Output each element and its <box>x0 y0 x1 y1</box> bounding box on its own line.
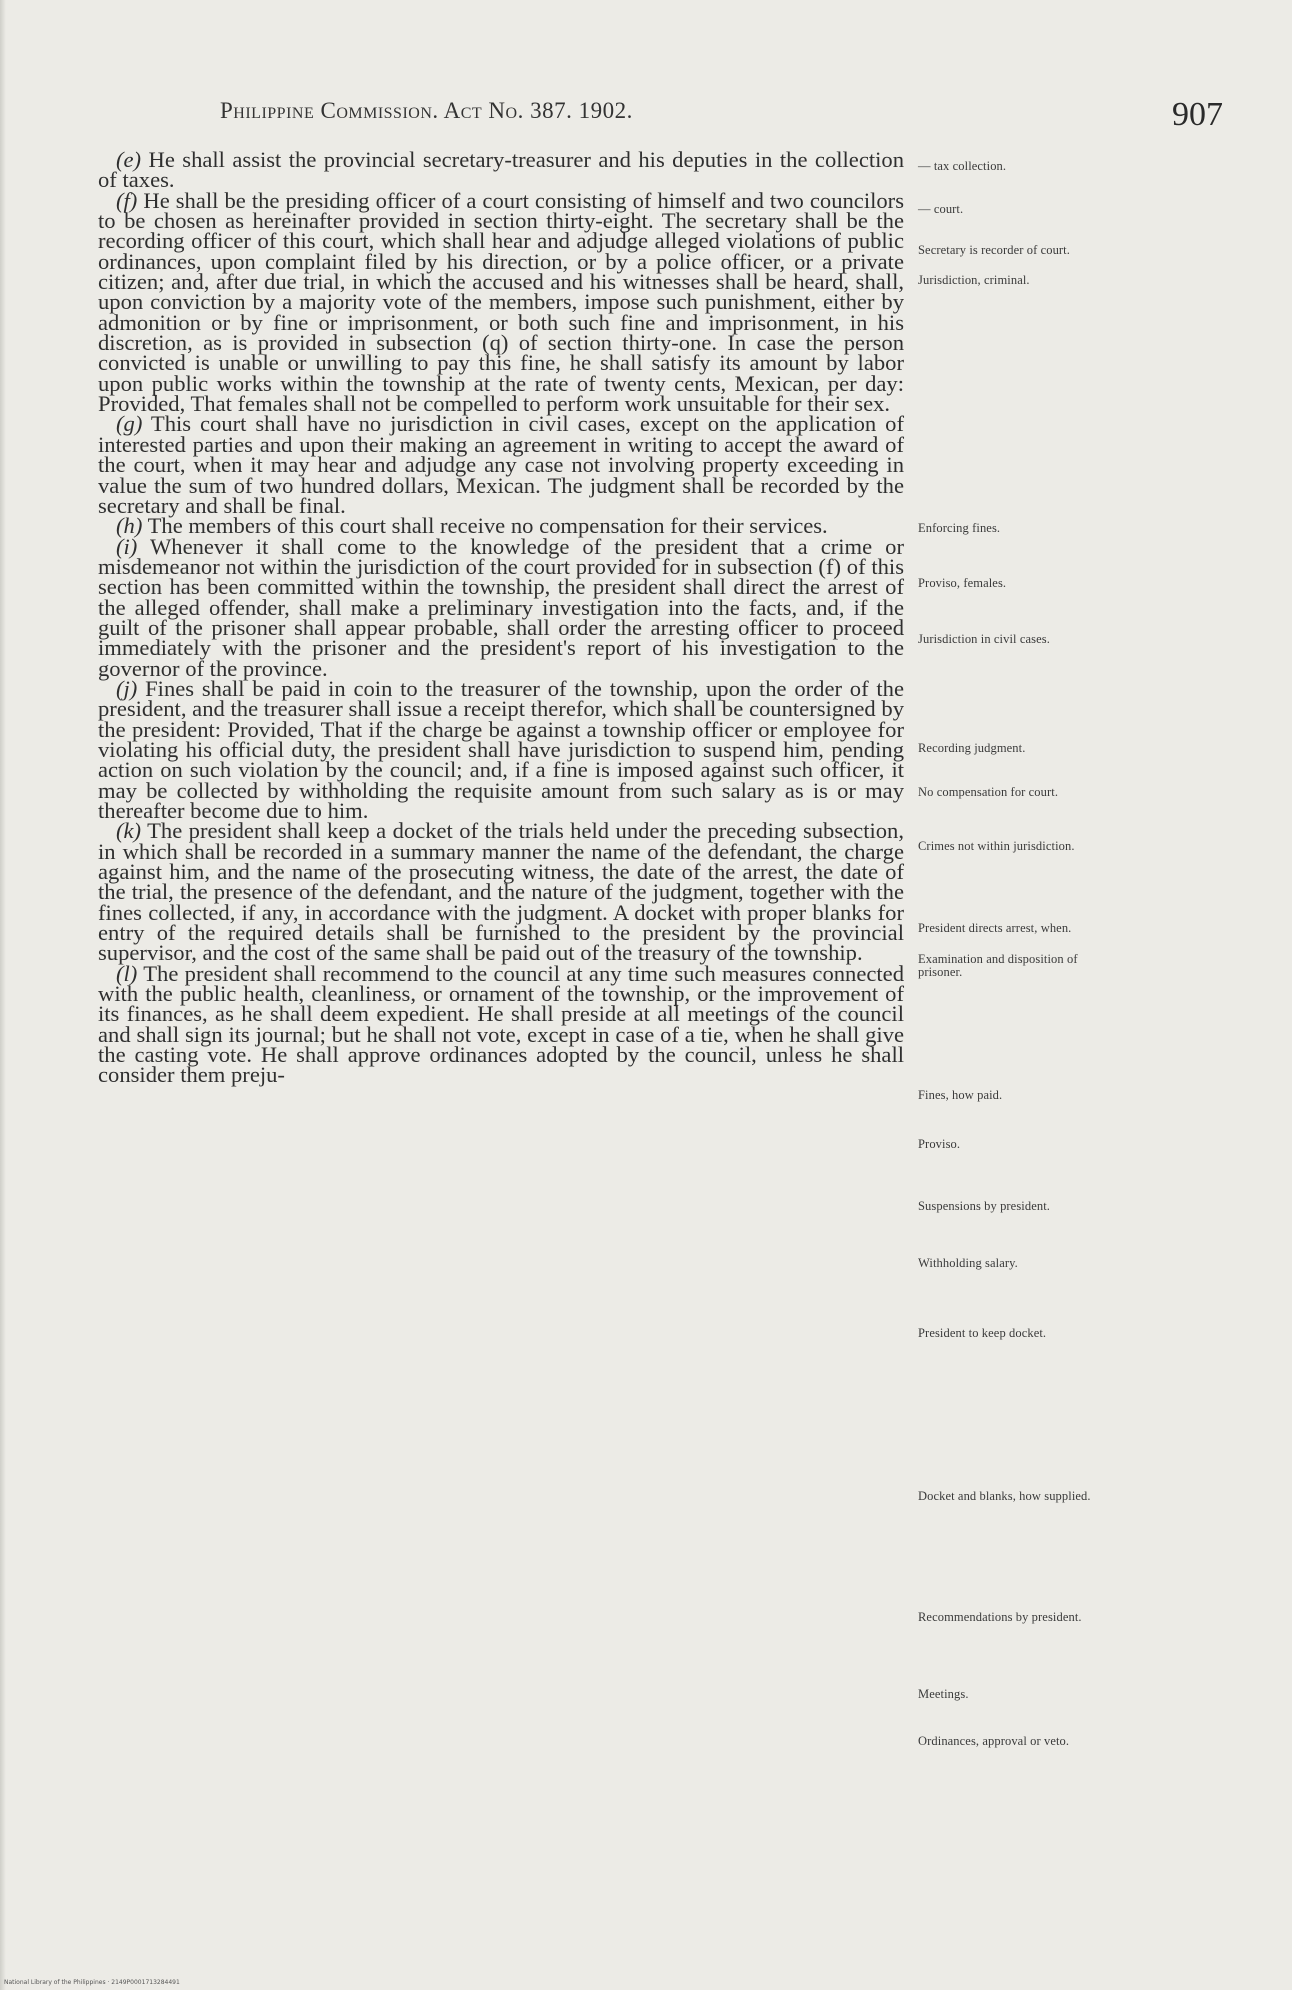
paragraph-label: (l) <box>116 960 138 986</box>
paragraph-text: The president shall recommend to the council at any time such measures connected with the public health, cleanliness, or ornament of the township, or the improvement of its finances, as he shall deem expedient. He shall preside at all meetings of the council and shall sign its journal; but he shall not vote, except in case of a tie, when he shall give the casting vote. He shall approve ordinances adopted by the council, unless he shall consider them preju- <box>98 960 904 1088</box>
marginal-note-president-directs-arrest: President directs arrest, when. <box>918 921 1072 935</box>
marginal-note-withholding-salary: Withholding salary. <box>918 1256 1018 1270</box>
marginal-note-crimes-not-within: Crimes not within jurisdiction. <box>918 839 1075 853</box>
paragraph-f <box>98 187 904 417</box>
marginal-note-tax-collection: — tax collection. <box>918 159 1007 173</box>
paragraph-label: (k) <box>116 818 142 844</box>
marginal-note-secretary-recorder: Secretary is recorder of court. <box>918 243 1070 257</box>
paragraph-label: (i) <box>116 533 138 559</box>
marginal-note-court: — court. <box>918 202 964 216</box>
marginal-note-ordinances: Ordinances, approval or veto. <box>918 1734 1070 1748</box>
marginal-note-recording-judgment: Recording judgment. <box>918 741 1026 755</box>
paragraph-e <box>98 147 904 193</box>
scan-edge <box>0 0 6 1990</box>
marginal-note-proviso-females: Proviso, females. <box>918 576 1007 590</box>
paragraph-label: (j) <box>116 675 138 701</box>
marginal-note-examination-prisoner: Examination and disposition of prisoner. <box>918 952 1078 979</box>
paragraph-j <box>98 675 904 823</box>
paragraph-i <box>98 533 904 681</box>
scan-footer: National Library of the Philippines · 2149P0001713284491 <box>4 1979 180 1986</box>
paragraph-text: Fines shall be paid in coin to the treasurer of the township, upon the order of the president, and the treasurer shall issue a receipt therefor, which shall be countersigned by the president: Provided, That if the charge be against a township officer or employee for violating his official duty, the president shall have jurisdiction to suspend him, pending action on such violation by the council; and, if a fine is imposed against such officer, it may be collected by withholding the requisite amount from such salary as is or may thereafter become due to him. <box>98 675 904 823</box>
paragraph-label: (e) <box>116 147 142 172</box>
paragraph-k <box>98 818 904 966</box>
marginal-note-enforcing-fines: Enforcing fines. <box>918 521 1001 535</box>
marginal-note-proviso: Proviso. <box>918 1137 961 1151</box>
paragraph-text: He shall assist the provincial secretary-treasurer and his deputies in the collection of taxes. <box>98 147 904 193</box>
marginal-note-docket-blanks: Docket and blanks, how supplied. <box>918 1489 1091 1503</box>
paragraph-text: This court shall have no jurisdiction in civil cases, except on the application of interested parties and upon their making an agreement in writing to accept the award of the court, when it may hear and adjudge any case not involving property exceeding in value the sum of two hundred dollars, Mexican. The judgment shall be recorded by the secretary and shall be final. <box>98 411 904 518</box>
body-text <box>98 147 904 1088</box>
marginal-note-recommendations: Recommendations by president. <box>918 1610 1082 1624</box>
marginal-note-jurisdiction-civil: Jurisdiction in civil cases. <box>918 632 1050 646</box>
page-number: 907 <box>1172 96 1223 133</box>
marginal-note-meetings: Meetings. <box>918 1687 969 1701</box>
paragraph-text: Whenever it shall come to the knowledge of the president that a crime or misdemeanor not within the jurisdiction of the court provided for in subsection (f) of this section has been committed within the township, the president shall direct the arrest of the alleged offender, shall make a preliminary investigation into the facts, and, if the guilt of the prisoner shall appear probable, shall order the arresting officer to proceed immediately with the prisoner and the president's report of his investigation to the governor of the province. <box>98 533 904 681</box>
paragraph-label: (h) <box>116 513 143 539</box>
marginal-note-fines-how-paid: Fines, how paid. <box>918 1088 1003 1102</box>
paragraph-text: The president shall keep a docket of the trials held under the preceding subsection, in which shall be recorded in a summary manner the name of the defendant, the charge against him, and the name of the prosecuting witness, the date of the arrest, the date of the trial, the presence of the defendant, and the nature of the judgment, together with the fines collected, if any, in accordance with the judgment. A docket with proper blanks for entry of the required details shall be furnished to the president by the provincial supervisor, and the cost of the same shall be paid out of the treasury of the township. <box>98 818 904 966</box>
marginal-note-no-compensation: No compensation for court. <box>918 785 1059 799</box>
running-title: Philippine Commission. Act No. 387. 1902. <box>220 98 633 123</box>
marginal-note-suspensions: Suspensions by president. <box>918 1199 1051 1213</box>
paragraph-l <box>98 960 904 1088</box>
paragraph-label: (f) <box>116 187 138 213</box>
paragraph-label: (g) <box>116 411 143 437</box>
paragraph-g <box>98 411 904 518</box>
marginal-note-president-docket: President to keep docket. <box>918 1326 1047 1340</box>
marginal-note-jurisdiction-criminal: Jurisdiction, criminal. <box>918 273 1030 287</box>
paragraph-text: The members of this court shall receive no compensation for their services. <box>142 513 828 539</box>
paragraph-text: He shall be the presiding officer of a court consisting of himself and two councilors to be chosen as hereinafter provided in section thirty-eight. The secretary shall be the recording officer of this court, which shall hear and adjudge alleged violations of public ordinances, upon complaint filed by his direction, or by a police officer, or a private citizen; and, after due trial, in which the accused and his witnesses shall be heard, shall, upon conviction by a majority vote of the members, impose such punishment, either by admonition or by fine or imprisonment, or both such fine and imprisonment, in his discretion, as is provided in subsection (q) of section thirty-one. In case the person convicted is unable or unwilling to pay this fine, he shall satisfy its amount by labor upon public works within the township at the rate of twenty cents, Mexican, per day: Provided, That females shall not be compelled to perform work unsuitable for their sex. <box>98 187 904 417</box>
